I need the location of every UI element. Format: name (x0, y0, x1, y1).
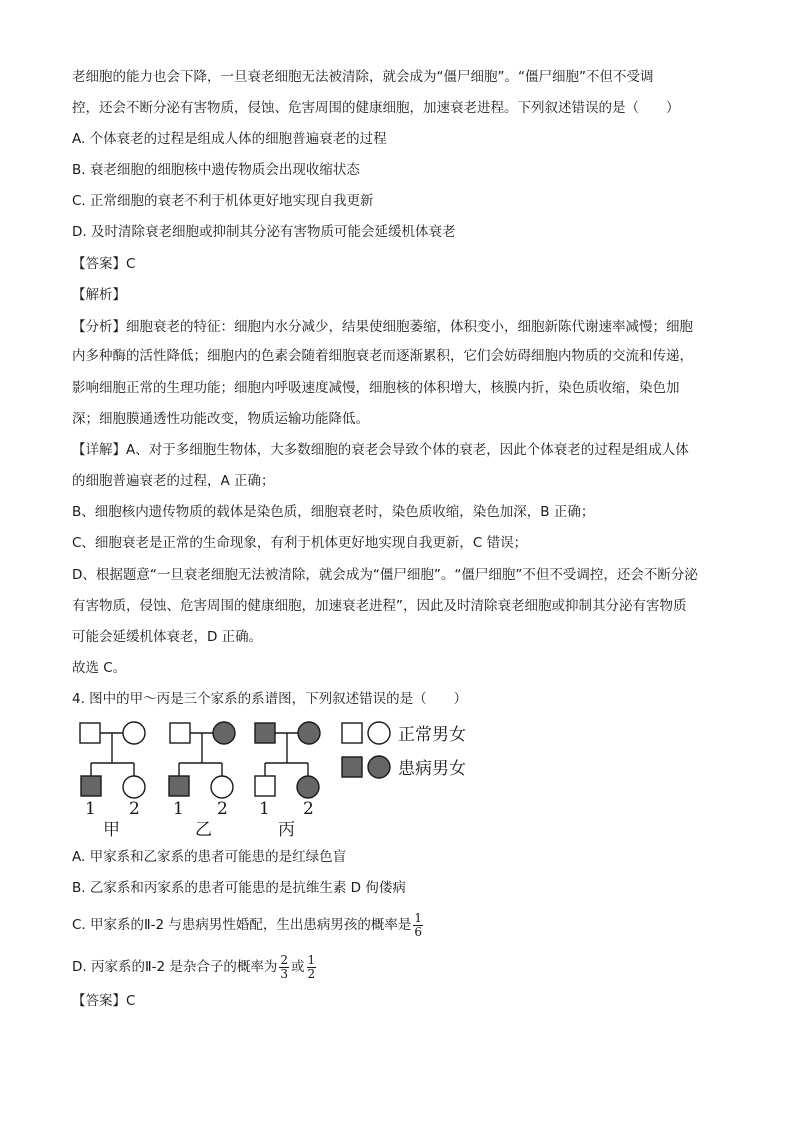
q4-option-c-text: C. 甲家系的Ⅱ-2 与患病男性婚配，生出患病男孩的概率是 (72, 917, 412, 933)
fenxi-line-2: 内多种酶的活性降低；细胞内的色素会随着细胞衰老而逐渐累积，它们会妨碍细胞内物质的交流和传递， (72, 348, 693, 364)
option-d: D. 及时清除衰老细胞或抑制其分泌有害物质可能会延缓机体衰老 (72, 224, 456, 240)
analysis-title: 【解析】 (72, 287, 126, 303)
option-b: B. 衰老细胞的细胞核中遗传物质会出现收缩状态 (72, 162, 360, 178)
fraction-numerator: 2 (280, 952, 289, 967)
option-a: A. 个体衰老的过程是组成人体的细胞普遍衰老的过程 (72, 131, 387, 147)
answer-label: 【答案】C (72, 256, 136, 272)
yi-child-1-label: 1 (173, 799, 184, 819)
pedigree-figure (72, 716, 492, 840)
fraction-denominator: 2 (307, 966, 316, 981)
xiangjie-line-7: 可能会延缓机体衰老，D 正确。 (72, 629, 263, 645)
bing-child-2-label: 2 (303, 799, 314, 819)
family-bing-label: 丙 (278, 820, 295, 840)
question-stem-line-2: 控，还会不断分泌有害物质，侵蚀、危害周围的健康细胞，加速衰老进程。下列叙述错误的是（ ） (72, 100, 680, 116)
fraction-numerator: 1 (307, 952, 316, 967)
family-jia-label: 甲 (103, 820, 120, 840)
legend-affected-label: 患病男女 (398, 759, 466, 779)
q4-option-d-or: 或 (291, 959, 305, 975)
q4-option-d-text: D. 丙家系的Ⅱ-2 是杂合子的概率为 (72, 959, 278, 975)
q4-option-c-fraction (413, 912, 423, 939)
bing-father-affected-male (255, 723, 275, 743)
jia-child-2-label: 2 (129, 799, 140, 819)
xiangjie-line-4: C、细胞衰老是正常的生命现象，有利于机体更好地实现自我更新，C 错误； (72, 535, 528, 551)
q4-option-b: B. 乙家系和丙家系的患者可能患的是抗维生素 D 佝偻病 (72, 880, 406, 896)
q4-option-a: A. 甲家系和乙家系的患者可能患的是红绿色盲 (72, 849, 347, 865)
q4-option-d-fraction-1 (279, 954, 289, 981)
q4-answer-label: 【答案】C (72, 993, 136, 1009)
yi-son-affected-male (169, 776, 189, 796)
xiangjie-line-2: 的细胞普遍衰老的过程，A 正确； (72, 473, 275, 489)
jia-father-normal-male (80, 723, 100, 743)
pedigree-jia (80, 722, 145, 798)
q4-option-d-fraction-2 (307, 954, 317, 981)
conclusion: 故选 C。 (72, 660, 127, 676)
fenxi-line-1: 【分析】细胞衰老的特征：细胞内水分减少，结果使细胞萎缩，体积变小，细胞新陈代谢速率减慢；细胞 (72, 319, 693, 335)
pedigree-legend (342, 722, 390, 778)
xiangjie-line-5: D、根据题意“一旦衰老细胞无法被清除，就会成为“僵尸细胞”。“僵尸细胞”不但不受调控，还会不断分泌 (72, 567, 698, 583)
fraction-numerator: 1 (414, 910, 423, 925)
yi-child-2-label: 2 (217, 799, 228, 819)
bing-child-1-label: 1 (259, 799, 270, 819)
q4-option-d (72, 952, 318, 982)
jia-son-affected-male (81, 776, 101, 796)
xiangjie-line-6: 有害物质，侵蚀、危害周围的健康细胞，加速衰老进程”，因此及时清除衰老细胞或抑制其分泌有害物质 (72, 598, 687, 614)
legend-normal-female-icon (368, 722, 390, 744)
legend-affected-female-icon (368, 756, 390, 778)
xiangjie-line-1: 【详解】A、对于多细胞生物体，大多数细胞的衰老会导致个体的衰老，因此个体衰老的过程是组成人体 (72, 442, 689, 458)
yi-father-normal-male (170, 723, 190, 743)
bing-mother-affected-female (298, 722, 320, 744)
yi-mother-affected-female (213, 722, 235, 744)
q4-stem: 4. 图中的甲～丙是三个家系的系谱图，下列叙述错误的是（ ） (72, 691, 468, 707)
q4-option-c (72, 910, 425, 940)
fenxi-line-4: 深；细胞膜通透性功能改变，物质运输功能降低。 (72, 411, 369, 427)
legend-normal-label: 正常男女 (398, 725, 466, 745)
legend-normal-male-icon (342, 723, 362, 743)
pedigree-yi (169, 722, 235, 798)
xiangjie-line-3: B、细胞核内遗传物质的载体是染色质，细胞衰老时，染色质收缩，染色加深，B 正确； (72, 504, 595, 520)
legend-affected-male-icon (342, 757, 362, 777)
question-stem-line-1: 老细胞的能力也会下降，一旦衰老细胞无法被清除，就会成为“僵尸细胞”。“僵尸细胞”不但不受调 (72, 69, 654, 85)
jia-child-1-label: 1 (85, 799, 96, 819)
bing-daughter-affected-female (297, 776, 319, 798)
option-c: C. 正常细胞的衰老不利于机体更好地实现自我更新 (72, 193, 374, 209)
yi-daughter-normal-female (211, 776, 233, 798)
bing-son-normal-male (255, 776, 275, 796)
fraction-denominator: 3 (280, 966, 289, 981)
fenxi-line-3: 影响细胞正常的生理功能；细胞内呼吸速度减慢，细胞核的体积增大，核膜内折，染色质收缩，染色加 (72, 380, 680, 396)
fraction-denominator: 6 (414, 924, 423, 939)
family-yi-label: 乙 (195, 820, 212, 840)
pedigree-bing (255, 722, 320, 798)
jia-daughter-normal-female (123, 776, 145, 798)
jia-mother-normal-female (123, 722, 145, 744)
